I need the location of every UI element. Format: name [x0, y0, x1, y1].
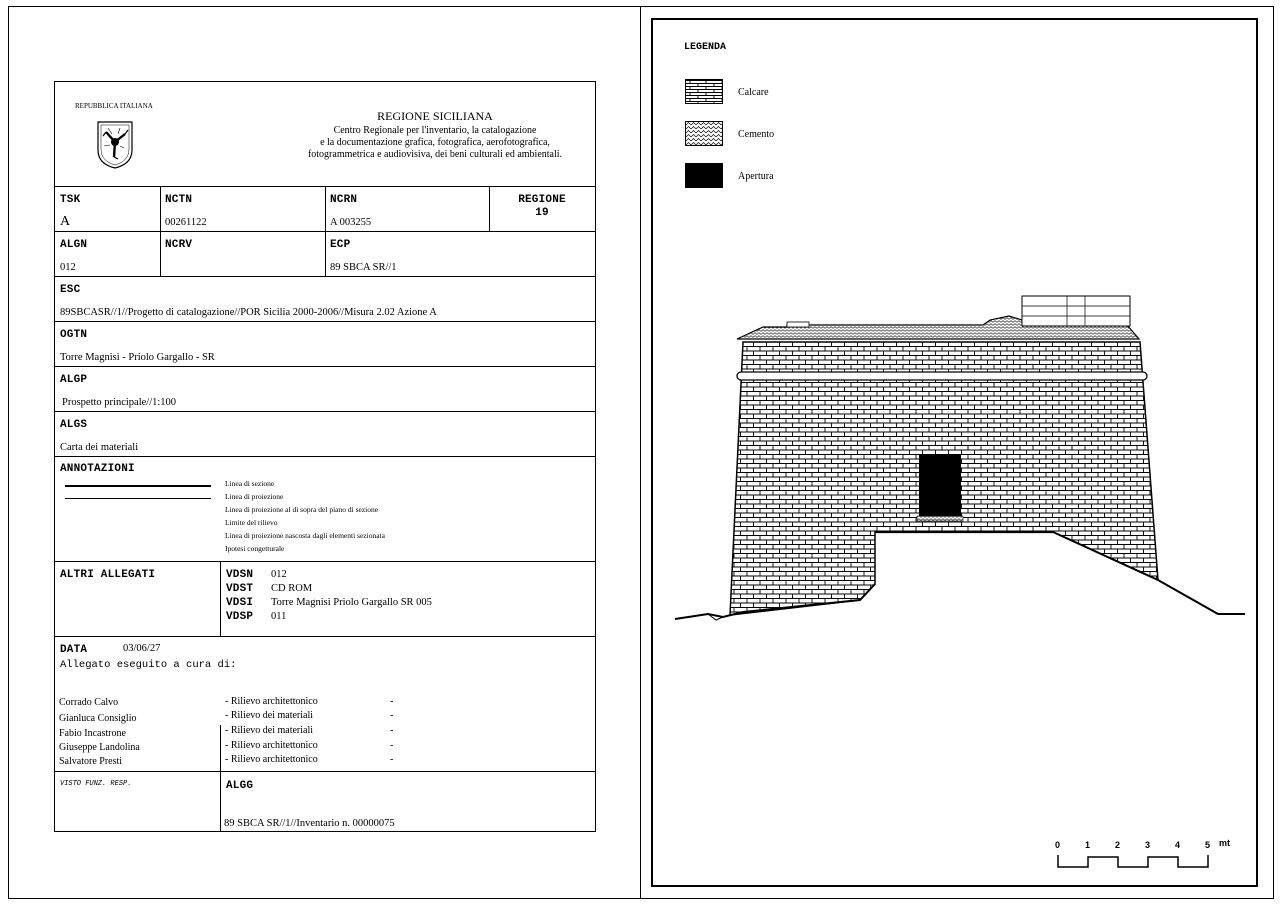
scale-tick-4: 4 — [1175, 840, 1181, 850]
team-member-extra: - — [390, 710, 394, 721]
line-caption: Linea di proiezione nascosta dagli elementi sezionata — [225, 531, 385, 540]
regione-value: 19 — [535, 207, 549, 219]
line-caption: Linea di sezione — [225, 479, 275, 488]
centre-line: e la documentazione grafica, fotografica, aerofotografica, — [320, 137, 550, 148]
ogtn-label: OGTN — [60, 329, 88, 341]
centre-description — [279, 125, 591, 161]
vdsn-key: VDSN — [226, 569, 254, 581]
data-label: DATA — [60, 644, 88, 656]
esc-value: 89SBCASR//1//Progetto di catalogazione//POR Sicilia 2000-2006//Misura 2.02 Azione A — [60, 307, 437, 318]
line-sample — [65, 498, 211, 499]
line-caption: Linea di proiezione — [225, 492, 284, 501]
legend-label-calcare: Calcare — [738, 87, 769, 98]
row-algs — [55, 412, 595, 457]
legend-label-apertura: Apertura — [738, 171, 774, 182]
form-header — [55, 82, 595, 187]
legend-line-item — [65, 505, 575, 518]
scale-tick-3: 3 — [1145, 840, 1151, 850]
scale-tick-0: 0 — [1055, 840, 1061, 850]
row-algn — [55, 232, 595, 277]
tsk-value: A — [60, 214, 71, 229]
vdsp-key: VDSP — [226, 611, 254, 623]
allegato-subtitle: Allegato eseguito a cura di: — [60, 659, 237, 671]
ncrv-label: NCRV — [165, 239, 193, 251]
region-emblem-icon — [96, 120, 134, 170]
line-caption: Limite del rilievo — [225, 518, 278, 527]
team-member-name: Gianluca Consiglio — [59, 713, 137, 724]
row-tsk — [55, 187, 595, 232]
team-member-name: Giuseppe Landolina — [59, 742, 140, 753]
team-member-name: Corrado Calvo — [59, 697, 119, 708]
legend-line-item — [65, 479, 575, 492]
tower-elevation-drawing — [653, 20, 1256, 885]
line-caption: Ipotesi congetturale — [225, 544, 285, 553]
scale-tick-2: 2 — [1115, 840, 1121, 850]
line-sample — [65, 485, 211, 487]
visto-label: VISTO FUNZ. RESP. — [60, 780, 132, 788]
algs-value: Carta dei materiali — [60, 442, 139, 453]
ecp-label: ECP — [330, 239, 351, 251]
tsk-label: TSK — [60, 194, 81, 206]
row-ogtn — [55, 322, 595, 367]
algg-label: ALGG — [226, 780, 254, 792]
drawing-panel — [651, 18, 1258, 887]
vdst-key: VDST — [226, 583, 254, 595]
team-member-role: - Rilievo architettonico — [225, 740, 318, 751]
algn-value: 012 — [60, 262, 76, 273]
team-member-extra: - — [390, 754, 394, 765]
ogtn-value: Torre Magnisi - Priolo Gargallo - SR — [60, 352, 215, 363]
tower-opening — [919, 454, 961, 518]
team-member-role: - Rilievo architettonico — [225, 754, 318, 765]
vdsi-key: VDSI — [226, 597, 254, 609]
esc-label: ESC — [60, 284, 81, 296]
team-member-role: - Rilievo dei materiali — [225, 710, 314, 721]
row-allegati — [55, 562, 595, 637]
algp-value: Prospetto principale//1:100 — [62, 397, 177, 408]
team-member-extra: - — [390, 696, 394, 707]
vdsn-value: 012 — [271, 569, 287, 580]
ncrn-value: A 003255 — [330, 217, 372, 228]
data-value: 03/06/27 — [123, 643, 161, 654]
legend-line-item — [65, 518, 575, 531]
legend-label-cemento: Cemento — [738, 129, 775, 140]
rooftop-structure — [1022, 296, 1130, 326]
tower-cornice — [737, 372, 1147, 380]
row-algg — [55, 772, 595, 831]
algp-label: ALGP — [60, 374, 88, 386]
algg-value: 89 SBCA SR//1//Inventario n. 00000075 — [224, 818, 395, 829]
algn-label: ALGN — [60, 239, 88, 251]
vdst-value: CD ROM — [271, 583, 313, 594]
nctn-value: 00261122 — [165, 217, 207, 228]
catalog-form — [54, 81, 596, 832]
line-caption: Linea di proiezione al di sopra del piano di sezione — [225, 505, 379, 514]
scale-tick-1: 1 — [1085, 840, 1091, 850]
legend-line-item — [65, 544, 575, 557]
scale-tick-5: 5 — [1205, 840, 1211, 850]
region-title: REGIONE SICILIANA — [377, 109, 493, 123]
row-data — [55, 637, 595, 772]
team-member-extra: - — [390, 740, 394, 751]
scale-unit: mt — [1219, 838, 1230, 848]
algs-label: ALGS — [60, 419, 88, 431]
row-esc — [55, 277, 595, 322]
regione-label: REGIONE — [518, 194, 566, 206]
team-member-name: Salvatore Presti — [59, 756, 123, 767]
nctn-label: NCTN — [165, 194, 193, 206]
republic-label: REPUBBLICA ITALIANA — [75, 102, 153, 110]
allegati-label: ALTRI ALLEGATI — [60, 569, 156, 581]
centre-line: Centro Regionale per l'inventario, la catalogazione — [333, 125, 537, 136]
team-member-role: - Rilievo dei materiali — [225, 725, 314, 736]
ecp-value: 89 SBCA SR//1 — [330, 262, 397, 273]
team-member-extra: - — [390, 725, 394, 736]
centre-line: fotogrammetrica e audiovisiva, dei beni culturali ed ambientali. — [307, 149, 563, 160]
legend-line-item — [65, 492, 575, 505]
team-member-name: Fabio Incastrone — [59, 728, 126, 739]
vdsp-value: 011 — [271, 611, 287, 622]
legend-title: LEGENDA — [684, 42, 727, 53]
annotazioni-label: ANNOTAZIONI — [60, 463, 135, 475]
team-member-role: - Rilievo architettonico — [225, 696, 318, 707]
ncrn-label: NCRN — [330, 194, 358, 206]
legend-line-item — [65, 531, 575, 544]
sheet-divider — [640, 6, 641, 899]
row-annotazioni — [55, 457, 595, 562]
scale-bar — [1058, 855, 1208, 867]
vdsi-value: Torre Magnisi Priolo Gargallo SR 005 — [271, 597, 432, 608]
row-algp — [55, 367, 595, 412]
